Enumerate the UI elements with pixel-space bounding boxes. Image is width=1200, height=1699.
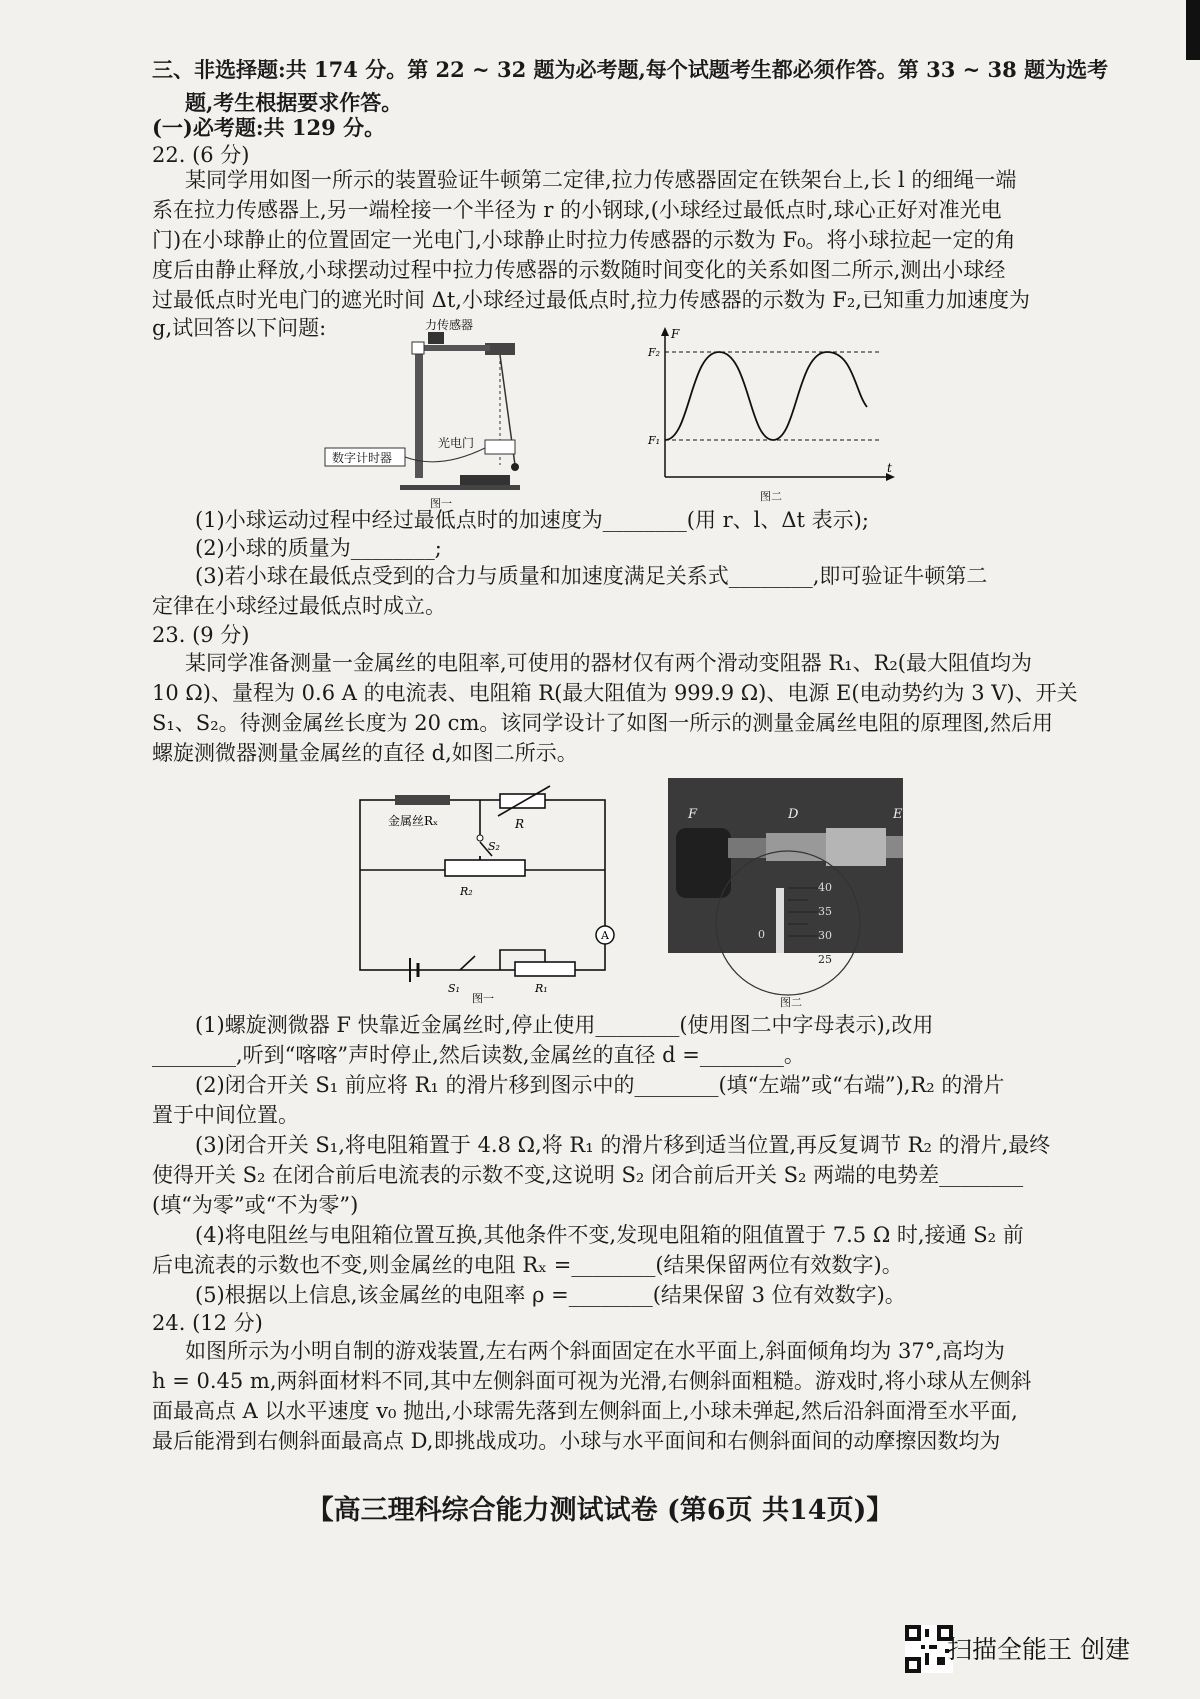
fig2-caption: 图二 bbox=[780, 996, 802, 1009]
s2-label: S₂ bbox=[488, 840, 500, 853]
scan-edge bbox=[1186, 0, 1200, 60]
q22-sub2: (2)小球的质量为________; bbox=[195, 536, 442, 560]
section-heading-cont: 题,考生根据要求作答。 bbox=[185, 90, 403, 115]
rx-label: 金属丝Rₓ bbox=[388, 814, 439, 828]
clamp bbox=[412, 342, 424, 354]
s2-contact bbox=[477, 835, 483, 841]
gate-label: 光电门 bbox=[438, 436, 475, 450]
q22-text: 度后由静止释放,小球摆动过程中拉力传感器的示数随时间变化的关系如图二所示,测出小球经 bbox=[152, 258, 1006, 282]
r1-resistor bbox=[515, 962, 575, 976]
q22-text: g,试回答以下问题: bbox=[152, 316, 327, 340]
r1-label: R₁ bbox=[535, 982, 548, 995]
stand-arm bbox=[415, 345, 490, 351]
section-heading: 三、非选择题:共 174 分。第 22 ~ 32 题为必考题,每个试题考生都必须作答。第 33 ~ 38 题为选考 bbox=[152, 57, 1109, 82]
sensor-label: 力传感器 bbox=[425, 318, 474, 332]
f1-label: F₁ bbox=[648, 434, 661, 447]
stand-pole bbox=[415, 343, 423, 478]
q22-sub3-cont: 定律在小球经过最低点时成立。 bbox=[152, 594, 446, 618]
ratchet bbox=[886, 836, 903, 858]
f2-label: F₂ bbox=[648, 346, 661, 359]
q24-text: 最后能滑到右侧斜面最高点 D,即挑战成功。小球与水平面间和右侧斜面间的动摩擦因数均为 bbox=[152, 1429, 1001, 1453]
q22-text: 某同学用如图一所示的装置验证牛顿第二定律,拉力传感器固定在铁架台上,长 l 的细绳一端 bbox=[185, 168, 1017, 192]
q23-sub2: (2)闭合开关 S₁ 前应将 R₁ 的滑片移到图示中的________(填“左端”或“右端”),R₂ 的滑片 bbox=[195, 1073, 1005, 1097]
scale-40: 40 bbox=[818, 881, 832, 894]
anvil bbox=[728, 838, 768, 858]
scale-30: 30 bbox=[818, 929, 832, 942]
q22-force-time-graph bbox=[645, 322, 905, 507]
sensor-block bbox=[428, 332, 444, 344]
q24-text: h = 0.45 m,两斜面材料不同,其中左侧斜面可视为光滑,右侧斜面粗糙。游戏时,将小球从左侧斜 bbox=[152, 1369, 1032, 1393]
micrometer-frame bbox=[676, 828, 731, 898]
qr-code-icon bbox=[905, 1625, 953, 1673]
q22-text: 系在拉力传感器上,另一端栓接一个半径为 r 的小钢球,(小球经过最低点时,球心正好对准光电 bbox=[152, 198, 1002, 222]
letter-d: D bbox=[788, 807, 799, 822]
thimble bbox=[826, 828, 886, 866]
q22-text: 门)在小球静止的位置固定一光电门,小球静止时拉力传感器的示数为 F₀。将小球拉起一定的角 bbox=[152, 228, 1016, 252]
letter-f: F bbox=[688, 807, 698, 822]
r2-resistor bbox=[445, 860, 525, 876]
scale-zero: 0 bbox=[758, 928, 765, 941]
letter-e: E bbox=[893, 807, 903, 822]
timer-label: 数字计时器 bbox=[332, 451, 393, 465]
wire-rx bbox=[395, 795, 450, 805]
f-axis-arrow bbox=[661, 327, 669, 336]
q23-circuit-figure bbox=[350, 770, 640, 1005]
r-label: R bbox=[515, 817, 525, 831]
q24-heading: 24. (12 分) bbox=[152, 1311, 263, 1335]
base-plate bbox=[400, 485, 520, 490]
q22-sub1: (1)小球运动过程中经过最低点时的加速度为________(用 r、l、Δt 表示); bbox=[195, 508, 869, 532]
fig2-caption: 图二 bbox=[760, 490, 782, 503]
r2-label: R₂ bbox=[460, 885, 473, 898]
scale-25: 25 bbox=[818, 953, 832, 966]
q23-sub5: (5)根据以上信息,该金属丝的电阻率 ρ =________(结果保留 3 位有效数字)。 bbox=[195, 1283, 906, 1307]
q24-text: 面最高点 A 以水平速度 v₀ 抛出,小球需先落到左侧斜面上,小球未弹起,然后沿斜面滑至水平面, bbox=[152, 1399, 1018, 1423]
q23-sub3-cont: 使得开关 S₂ 在闭合前后电流表的示数不变,这说明 S₂ 闭合前后开关 S₂ 两端的电势差________ bbox=[152, 1163, 1024, 1187]
scale-strip bbox=[776, 888, 784, 953]
ammeter-label: A bbox=[601, 929, 609, 942]
q23-sub3: (3)闭合开关 S₁,将电阻箱置于 4.8 Ω,将 R₁ 的滑片移到适当位置,再反复调节 R₂ 的滑片,最终 bbox=[195, 1133, 1051, 1157]
f-axis-label: F bbox=[671, 327, 680, 341]
q24-text: 如图所示为小明自制的游戏装置,左右两个斜面固定在水平面上,斜面倾角均为 37°,高均为 bbox=[185, 1339, 1005, 1363]
s1-label: S₁ bbox=[448, 982, 460, 995]
q23-sub3-cont2: (填“为零”或“不为零”) bbox=[152, 1193, 359, 1217]
q23-heading: 23. (9 分) bbox=[152, 623, 250, 647]
q23-sub1: (1)螺旋测微器 F 快靠近金属丝时,停止使用________(使用图二中字母表示),改用 bbox=[195, 1013, 934, 1037]
q23-sub2-cont: 置于中间位置。 bbox=[152, 1103, 299, 1127]
scanner-watermark: 扫描全能王 创建 bbox=[947, 1635, 1130, 1664]
q23-sub4: (4)将电阻丝与电阻箱位置互换,其他条件不变,发现电阻箱的阻值置于 7.5 Ω 时,接通 S₂ 前 bbox=[195, 1223, 1024, 1247]
q22-apparatus-figure bbox=[320, 318, 580, 510]
s1-blade bbox=[460, 956, 475, 970]
steel-ball bbox=[511, 463, 519, 471]
q23-micrometer-figure bbox=[668, 778, 903, 1008]
photo-gate bbox=[485, 440, 515, 454]
q23-sub1-cont: ________,听到“喀喀”声时停止,然后读数,金属丝的直径 d =________。 bbox=[152, 1043, 805, 1067]
q22-heading: 22. (6 分) bbox=[152, 143, 250, 167]
q23-text: 某同学准备测量一金属丝的电阻率,可使用的器材仅有两个滑动变阻器 R₁、R₂(最大阻值均为 bbox=[185, 651, 1033, 675]
q23-text: S₁、S₂。待测金属丝长度为 20 cm。该同学设计了如图一所示的测量金属丝电阻的原理图,然后用 bbox=[152, 711, 1054, 735]
q22-sub3: (3)若小球在最低点受到的合力与质量和加速度满足关系式________,即可验证牛顿第二 bbox=[195, 564, 988, 588]
force-curve bbox=[665, 352, 867, 440]
fig1-caption: 图一 bbox=[430, 497, 452, 510]
scale-35: 35 bbox=[818, 905, 832, 918]
required-heading: (一)必考题:共 129 分。 bbox=[152, 115, 386, 140]
page-footer: 【高三理科综合能力测试试卷 (第6页 共14页)】 bbox=[306, 1495, 894, 1526]
t-axis-label: t bbox=[887, 461, 892, 475]
q23-sub4-cont: 后电流表的示数也不变,则金属丝的电阻 Rₓ =________(结果保留两位有效数字)。 bbox=[152, 1253, 903, 1277]
q23-text: 螺旋测微器测量金属丝的直径 d,如图二所示。 bbox=[152, 741, 578, 765]
q23-text: 10 Ω)、量程为 0.6 A 的电流表、电阻箱 R(最大阻值为 999.9 Ω)、电源 E(电动势约为 3 V)、开关 bbox=[152, 681, 1078, 705]
q22-text: 过最低点时光电门的遮光时间 Δt,小球经过最低点时,拉力传感器的示数为 F₂,已知重力加速度为 bbox=[152, 288, 1030, 312]
fig1-caption: 图一 bbox=[472, 992, 494, 1005]
